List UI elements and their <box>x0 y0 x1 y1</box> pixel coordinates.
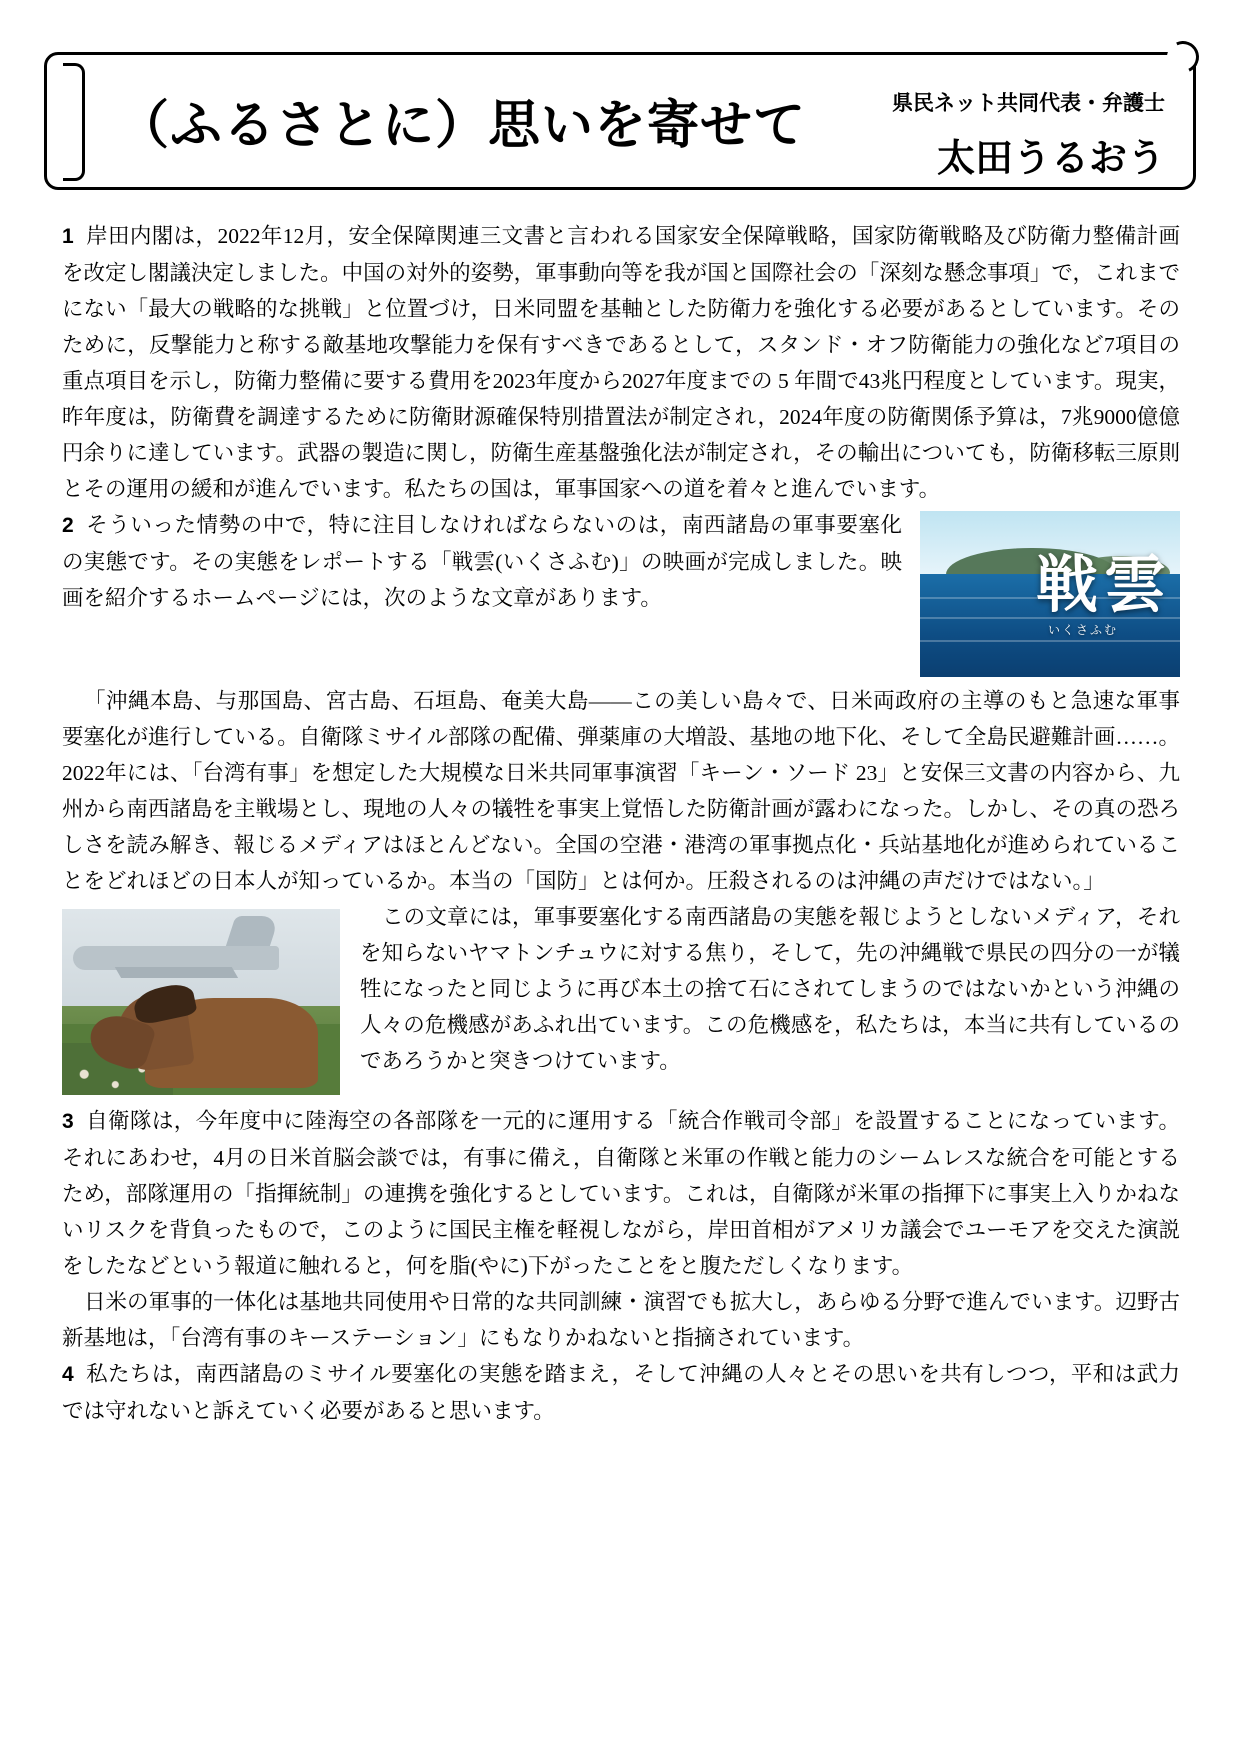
horse-and-plane-photo <box>62 909 340 1095</box>
paragraph-4-text: 私たちは，南西諸島のミサイル要塞化の実態を踏まえ，そして沖縄の人々とその思いを共有しつつ，平和は武力では守れないと訴えていく必要があると思います。 <box>62 1362 1180 1423</box>
paragraph-3b-text: 日米の軍事的一体化は基地共同使用や日常的な共同訓練・演習でも拡大し，あらゆる分野で進んでいます。辺野古新基地は，「台湾有事のキーステーション」にもなりかねないと指摘されています。 <box>62 1290 1180 1350</box>
quote-block <box>62 683 1180 899</box>
paragraph-3-text: 自衛隊は，今年度中に陸海空の各部隊を一元的に運用する「統合作戦司令部」を設置することになっています。それにあわせ，4月の日米首脳会談では，有事に備え，自衛隊と米軍の作戦と能力のシームレスな統合を可能とするため，部隊運用の「指揮統制」の連携を強化するとしています。これは，自衛隊が米軍の指揮下に事実上入りかねないリスクを背負ったもので，このように国民主権を軽視しながら，岸田首相がアメリカ議会でユーモアを交えた演説をしたなどという報道に触れると，何を脂(やに)下がったことをと腹ただしくなります。 <box>62 1109 1180 1278</box>
quote-image-block <box>62 899 1180 1103</box>
page-title: （ふるさとに）思いを寄せて <box>117 95 807 156</box>
paragraph-2-text: そういった情勢の中で，特に注目しなければならないのは，南西諸島の軍事要塞化の実態です。その実態をレポートする「戦雲(いくさふむ)」の映画が完成しました。映画を紹介するホームページには，次のような文章があります。 <box>62 513 902 610</box>
poster-ruby-text: いくさふむ <box>1047 622 1118 637</box>
paragraph-1 <box>62 218 1180 507</box>
paragraph-2-block <box>62 507 1180 683</box>
paragraph-number: 2 <box>62 514 74 537</box>
banner-corner-ornament <box>1162 36 1203 77</box>
poster-wave-3 <box>920 640 1180 642</box>
paragraph-3 <box>62 1103 1180 1284</box>
movie-poster-image <box>920 511 1180 677</box>
byline-name: 太田うるおう <box>936 135 1165 180</box>
photo-plane-wing <box>114 967 237 978</box>
paragraph-1-text: 岸田内閣は，2022年12月，安全保障関連三文書と言われる国家安全保障戦略，国家防衛戦略及び防衛力整備計画を改定し閣議決定しました。中国の対外的姿勢，軍事動向等を我が国と国際社会の「深刻な懸念事項」で，これまでにない「最大の戦略的な挑戦」と位置づけ，日米同盟を基軸とした防衛力を強化する必要があるとしています。そのために，反撃能力と称する敵基地攻撃能力を保有すべきであるとして，スタンド・オフ防衛能力の強化など7項目の重点項目を示し，防衛力整備に要する費用を2023年度から2027年度までの 5 年間で43兆円程度としています。現実，昨年度は，防衛費を調達するために防衛財源確保特別措置法が制定され，2024年度の防衛関係予算は，7兆9000億億円余りに達しています。武器の製造に関し，防衛生産基盤強化法が制定され，その輸出についても，防衛移転三原則とその運用の緩和が進んでいます。私たちの国は，軍事国家への道を着々と進んでいます。 <box>62 224 1180 501</box>
paragraph-number: 1 <box>62 225 74 248</box>
quote-text-part: 「沖縄本島、与那国島、宮古島、石垣島、奄美大島——この美しい島々で、日米両政府の主導のもと急速な軍事要塞化が進行している。自衛隊ミサイル部隊の配備、弾薬庫の大増設、基地の地下化、そして全島民避難計画……。2022年には、「台湾有事」を想定した大規模な日米共同軍事演習「キーン・ソード 23」と安保三文書の内容から、九州から南西諸島を主戦場とし、現地の人々の犠牲を事実上覚悟した防衛計画が露わになった。しかし、その真の恐ろしさを読み解き、報じるメディアはほとんどない。全国の空港・港湾の軍事拠点化・兵站基地化が進められていることをどれほどの日本人が知っているか。本当の「国防」とは何か。圧殺されるのは沖縄の声だけではない。」 <box>62 689 1181 893</box>
quote-follow-text: この文章には，軍事要塞化する南西諸島の実態を報じようとしないメディア，それを知らないヤマトンチュウに対する焦り，そして，先の沖縄戦で県民の四分の一が犠牲になったと同じように再び本土の捨て石にされてしまうのではないかという沖縄の人々の危機感があふれ出ています。この危機感を，私たちは，本当に共有しているのであろうかと突きつけています。 <box>360 905 1180 1073</box>
byline-role: 県民ネット共同代表・弁護士 <box>892 92 1165 115</box>
quote-paragraph-head <box>62 683 1180 899</box>
poster-title-text: 戦雲 <box>1035 548 1172 622</box>
paragraph-number: 3 <box>62 1110 74 1133</box>
paragraph-3b <box>62 1284 1180 1356</box>
paragraph-4 <box>62 1356 1180 1429</box>
article-body <box>62 218 1180 1429</box>
header-banner <box>44 52 1196 190</box>
banner-left-ornament <box>63 63 85 181</box>
paragraph-number: 4 <box>62 1363 74 1386</box>
